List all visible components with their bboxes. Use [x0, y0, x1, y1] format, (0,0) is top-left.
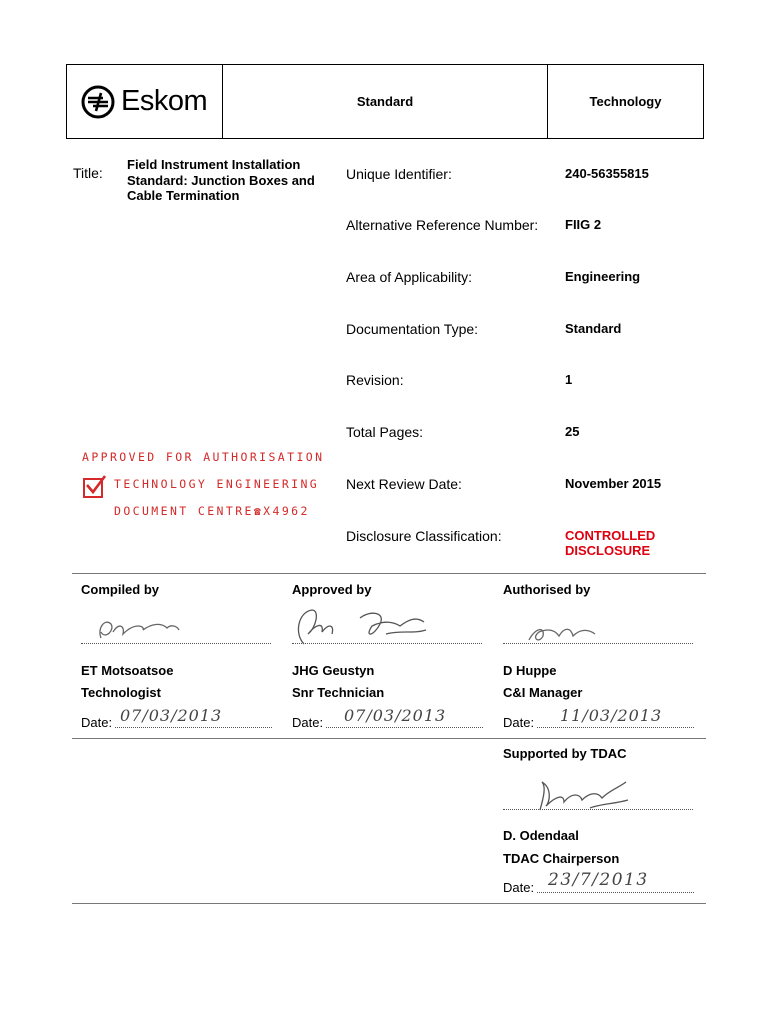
stamp-line-3: DOCUMENT CENTRE☎X4962 [114, 504, 310, 518]
approved-name: JHG Geustyn [292, 663, 375, 678]
supported-date-handwritten: 23/7/2013 [548, 870, 649, 890]
approved-by-heading: Approved by [292, 582, 372, 597]
alt-reference-value: FIIG 2 [565, 217, 602, 232]
header-table [66, 64, 704, 139]
documentation-type-label: Documentation Type: [346, 321, 479, 337]
supported-date-line [537, 892, 694, 893]
next-review-value: November 2015 [565, 476, 662, 491]
supported-date-label: Date: [503, 880, 535, 895]
approved-date-line [326, 727, 483, 728]
header-standard-cell [223, 65, 548, 138]
compiled-role: Technologist [81, 685, 161, 700]
approved-signature-line [292, 643, 482, 644]
disclosure-value-line1: CONTROLLED [565, 528, 656, 543]
title-label: Title: [73, 165, 103, 181]
approved-date-handwritten: 07/03/2013 [344, 706, 447, 725]
header-standard-label: Standard [356, 94, 414, 109]
compiled-by-heading: Compiled by [81, 582, 160, 597]
signature-top-rule [72, 573, 706, 574]
signature-mid-rule [72, 738, 706, 739]
total-pages-value: 25 [565, 424, 580, 439]
eskom-logo-text: Eskom [121, 85, 208, 117]
compiled-name: ET Motsoatsoe [81, 663, 174, 678]
eskom-logo-icon [81, 85, 115, 119]
authorised-date-line [537, 727, 694, 728]
authorised-by-heading: Authorised by [503, 582, 591, 597]
authorised-signature-line [503, 643, 693, 644]
approved-signature [290, 604, 440, 648]
total-pages-label: Total Pages: [346, 424, 424, 440]
unique-identifier-value: 240-56355815 [565, 166, 649, 181]
next-review-label: Next Review Date: [346, 476, 462, 492]
compiled-signature-line [81, 643, 271, 644]
stamp-checkbox-icon [83, 478, 103, 498]
disclosure-label: Disclosure Classification: [346, 528, 502, 544]
supported-by-heading: Supported by TDAC [503, 746, 627, 761]
authorised-name: D Huppe [503, 663, 557, 678]
stamp-line-1: APPROVED FOR AUTHORISATION [82, 450, 325, 464]
supported-name: D. Odendaal [503, 828, 579, 843]
stamp-line-2: TECHNOLOGY ENGINEERING [114, 477, 320, 491]
approved-role: Snr Technician [292, 685, 385, 700]
signature-bottom-rule [72, 903, 706, 904]
authorised-date-handwritten: 11/03/2013 [560, 706, 663, 725]
documentation-type-value: Standard [565, 321, 622, 336]
eskom-logo [67, 65, 223, 138]
supported-role: TDAC Chairperson [503, 851, 620, 866]
supported-signature-line [503, 809, 693, 810]
compiled-date-label: Date: [81, 715, 113, 730]
compiled-date-line [115, 727, 272, 728]
header-technology-label: Technology [589, 94, 662, 109]
compiled-signature [95, 612, 185, 644]
disclosure-value-line2: DISCLOSURE [565, 543, 651, 558]
compiled-date-handwritten: 07/03/2013 [120, 706, 223, 725]
title-value: Field Instrument Installation Standard: Junction Boxes and Cable Termination [127, 157, 315, 203]
unique-identifier-label: Unique Identifier: [346, 166, 452, 182]
area-applicability-value: Engineering [565, 269, 641, 284]
revision-label: Revision: [346, 372, 404, 388]
approval-stamp [82, 448, 325, 523]
approved-date-label: Date: [292, 715, 324, 730]
authorised-date-label: Date: [503, 715, 535, 730]
alt-reference-label: Alternative Reference Number: [346, 217, 539, 233]
area-applicability-label: Area of Applicability: [346, 269, 473, 285]
authorised-role: C&I Manager [503, 685, 583, 700]
revision-value: 1 [565, 372, 573, 387]
header-technology-cell [548, 65, 703, 138]
